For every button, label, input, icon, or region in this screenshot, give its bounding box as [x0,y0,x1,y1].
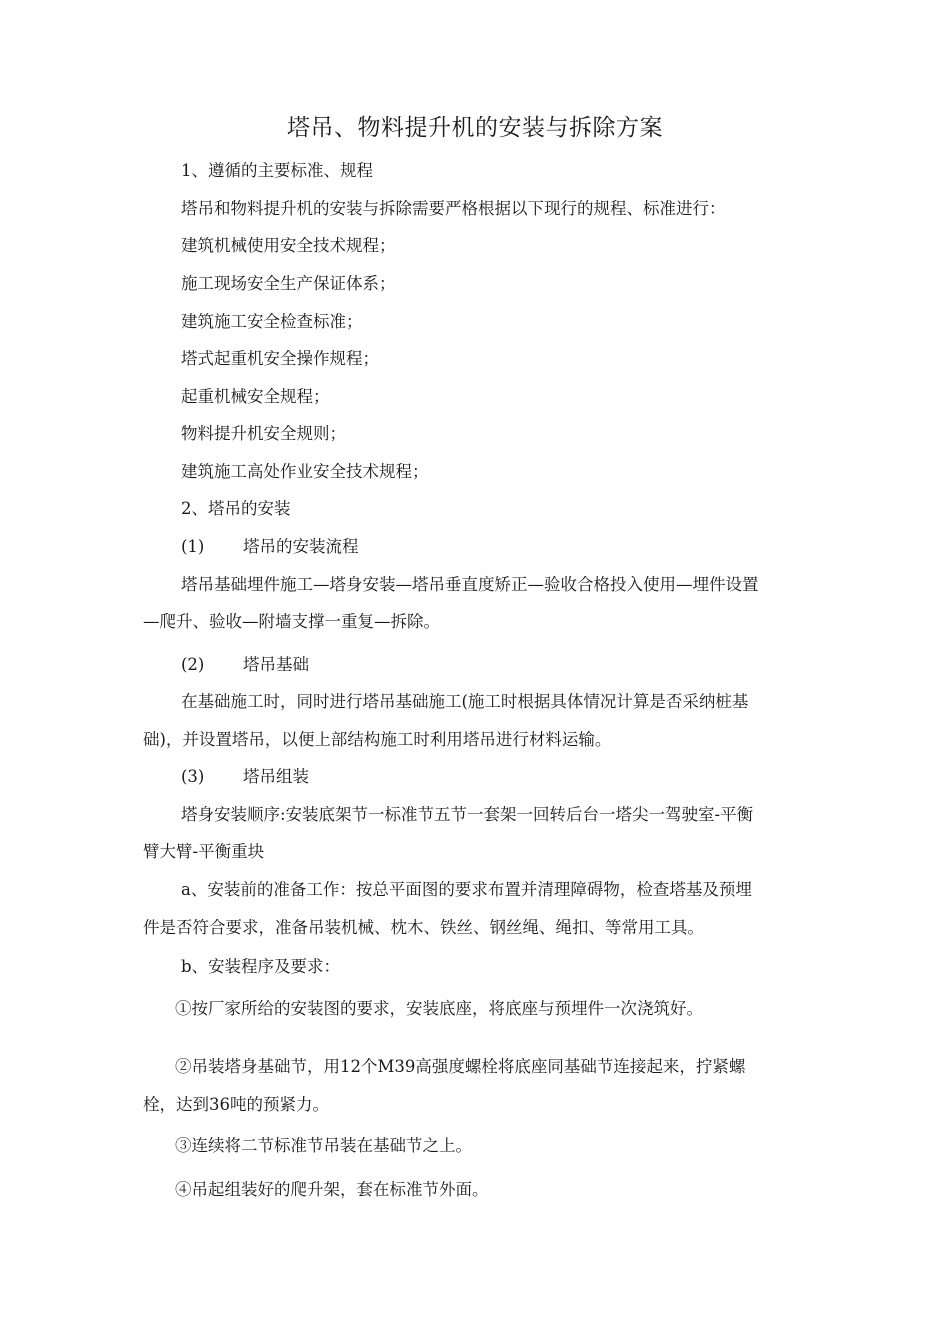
section-1-heading: 1、遵循的主要标准、规程 [181,161,373,180]
standard-item: 物料提升机安全规则； [181,424,346,443]
step-1: ①按厂家所给的安装图的要求，安装底座，将底座与预埋件一次浇筑好。 [175,999,703,1018]
standard-item: 建筑机械使用安全技术规程； [181,236,396,255]
procedure-heading: b、安装程序及要求： [181,957,341,976]
standard-item: 建筑施工安全检查标准； [181,312,363,331]
step-4: ④吊起组装好的爬升架，套在标准节外面。 [175,1180,489,1199]
step-3: ③连续将二节标准节吊装在基础节之上。 [175,1136,472,1155]
flow-paragraph-line: 塔吊基础埋件施工—塔身安装—塔吊垂直度矫正—验收合格投入使用—埋件设置 [181,575,759,594]
standard-item: 塔式起重机安全操作规程； [181,349,379,368]
order-paragraph-line: 塔身安装顺序:安装底架节一标准节五节一套架一回转后台一塔尖一驾驶室-平衡 [181,805,754,824]
standard-item: 建筑施工高处作业安全技术规程； [181,462,429,481]
subsection-2-text: 塔吊基础 [243,655,309,674]
step-2-line: ②吊装塔身基础节，用12个M39高强度螺栓将底座同基础节连接起来，拧紧螺 [175,1057,746,1076]
subsection-2-heading [181,653,309,677]
subsection-2-number: (2) [181,655,205,674]
subsection-1-heading [181,535,359,559]
subsection-1-text: 塔吊的安装流程 [243,537,359,556]
foundation-paragraph-line: 在基础施工时，同时进行塔吊基础施工(施工时根据具体情况计算是否采纳桩基 [181,692,749,711]
prep-paragraph-line: a、安装前的准备工作：按总平面图的要求布置并清理障碍物，检查塔基及预埋 [181,880,752,899]
standard-item: 施工现场安全生产保证体系； [181,274,396,293]
subsection-3-heading [181,765,309,789]
prep-paragraph-line: 件是否符合要求，准备吊装机械、枕木、铁丝、钢丝绳、绳扣、等常用工具。 [143,918,704,937]
foundation-paragraph-line: 础)，并设置塔吊，以便上部结构施工时利用塔吊进行材料运输。 [143,730,612,749]
flow-paragraph-line: —爬升、验收—附墙支撑一重复—拆除。 [143,612,440,631]
step-2-line: 栓，达到36吨的预紧力。 [143,1095,329,1114]
subsection-3-text: 塔吊组装 [243,767,309,786]
subsection-3-number: (3) [181,767,205,786]
section-2-heading: 2、塔吊的安装 [181,499,291,518]
section-1-intro: 塔吊和物料提升机的安装与拆除需要严格根据以下现行的规程、标准进行： [181,199,726,218]
order-paragraph-line: 臂大臂-平衡重块 [143,842,265,861]
standard-item: 起重机械安全规程； [181,387,330,406]
subsection-1-number: (1) [181,537,205,556]
document-title: 塔吊、物料提升机的安装与拆除方案 [287,115,663,141]
